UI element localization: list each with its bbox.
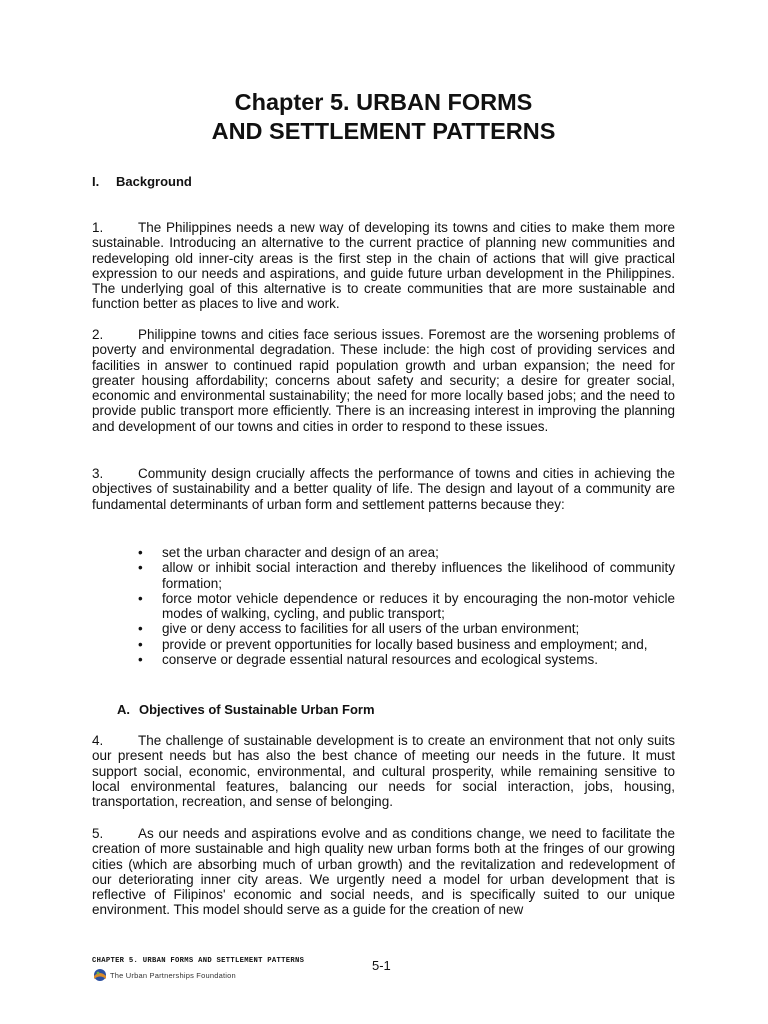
chapter-title-line1: Chapter 5. URBAN FORMS [234,89,533,115]
bullet-item: • set the urban character and design of an area; [138,545,675,560]
chapter-title-line2: AND SETTLEMENT PATTERNS [211,118,556,144]
paragraph-number: 3. [92,466,104,481]
section-label: I. [92,174,100,189]
paragraph-text: The challenge of sustainable development is to create an environment that not only suits our present needs but has also the best chance of meeting our needs in the future. It must support social, economic, environmental, and cultural prosperity, while remaining sensitive to local environmental features, balancing our needs for social interaction, jobs, housing, transportation, recreation, and sense of belonging. [92,733,675,810]
paragraph-number: 2. [92,327,104,342]
section-heading-background [92,174,192,190]
organization-name: The Urban Partnerships Foundation [110,970,236,980]
section-heading-text: Background [116,174,192,189]
bullet-item: • give or deny access to facilities for all users of the urban environment; [138,621,675,636]
footer-organization [92,968,236,982]
paragraph-number: 4. [92,733,104,748]
section-label: A. [117,702,130,717]
footer-chapter-title: CHAPTER 5. URBAN FORMS AND SETTLEMENT PATTERNS [92,957,305,965]
foundation-logo-icon [92,968,108,982]
paragraph-text: The Philippines needs a new way of developing its towns and cities to make them more sustainable. Introducing an alternative to the current practice of planning new communities and redeveloping old inner-city areas is the first step in the chain of actions that will give practical expression to our needs and aspirations, and guide future urban development in the Philippines. The underlying goal of this alternative is to create communities that are more sustainable and function better as places to live and work. [92,220,675,312]
paragraph-2 [92,327,675,434]
section-heading-objectives [117,702,375,718]
paragraph-text: As our needs and aspirations evolve and as conditions change, we need to facilitate the creation of more sustainable and high quality new urban forms both at the fringes of our growing cities (which are absorbing much of urban growth) and the revitalization and redevelopment of our deteriorating inner city areas. We urgently need a model for urban development that is reflective of Filipinos' economic and social needs, and is specifically suited to our unique environment. This model should serve as a guide for the creation of new [92,826,675,918]
paragraph-5 [92,826,675,918]
paragraph-text: Philippine towns and cities face serious issues. Foremost are the worsening problems of poverty and environmental degradation. These include: the high cost of providing services and facilities in answer to continued rapid population growth and urban expansion; the need for greater housing affordability; concerns about safety and security; a desire for greater social, economic and environmental sustainability; the need for more locally based jobs; and the need to provide public transport more efficiently. There is an increasing interest in improving the planning and development of our towns and cities in order to respond to these issues. [92,327,675,434]
bullet-item: • conserve or degrade essential natural resources and ecological systems. [138,652,675,667]
chapter-title [92,88,675,146]
paragraph-text: Community design crucially affects the performance of towns and cities in achieving the objectives of sustainability and a better quality of life. The design and layout of a community are fundamental determinants of urban form and settlement patterns because they: [92,466,675,512]
bullet-list [138,545,675,667]
bullet-item: • force motor vehicle dependence or reduces it by encouraging the non-motor vehicle modes of walking, cycling, and public transport; [138,591,675,622]
paragraph-1 [92,220,675,312]
page-number: 5-1 [372,958,391,973]
paragraph-number: 5. [92,826,104,841]
paragraph-3 [92,466,675,512]
paragraph-number: 1. [92,220,104,235]
paragraph-4 [92,733,675,809]
section-heading-text: Objectives of Sustainable Urban Form [139,702,375,717]
bullet-item: • provide or prevent opportunities for locally based business and employment; and, [138,637,675,652]
bullet-item: • allow or inhibit social interaction and thereby influences the likelihood of community formation; [138,560,675,591]
